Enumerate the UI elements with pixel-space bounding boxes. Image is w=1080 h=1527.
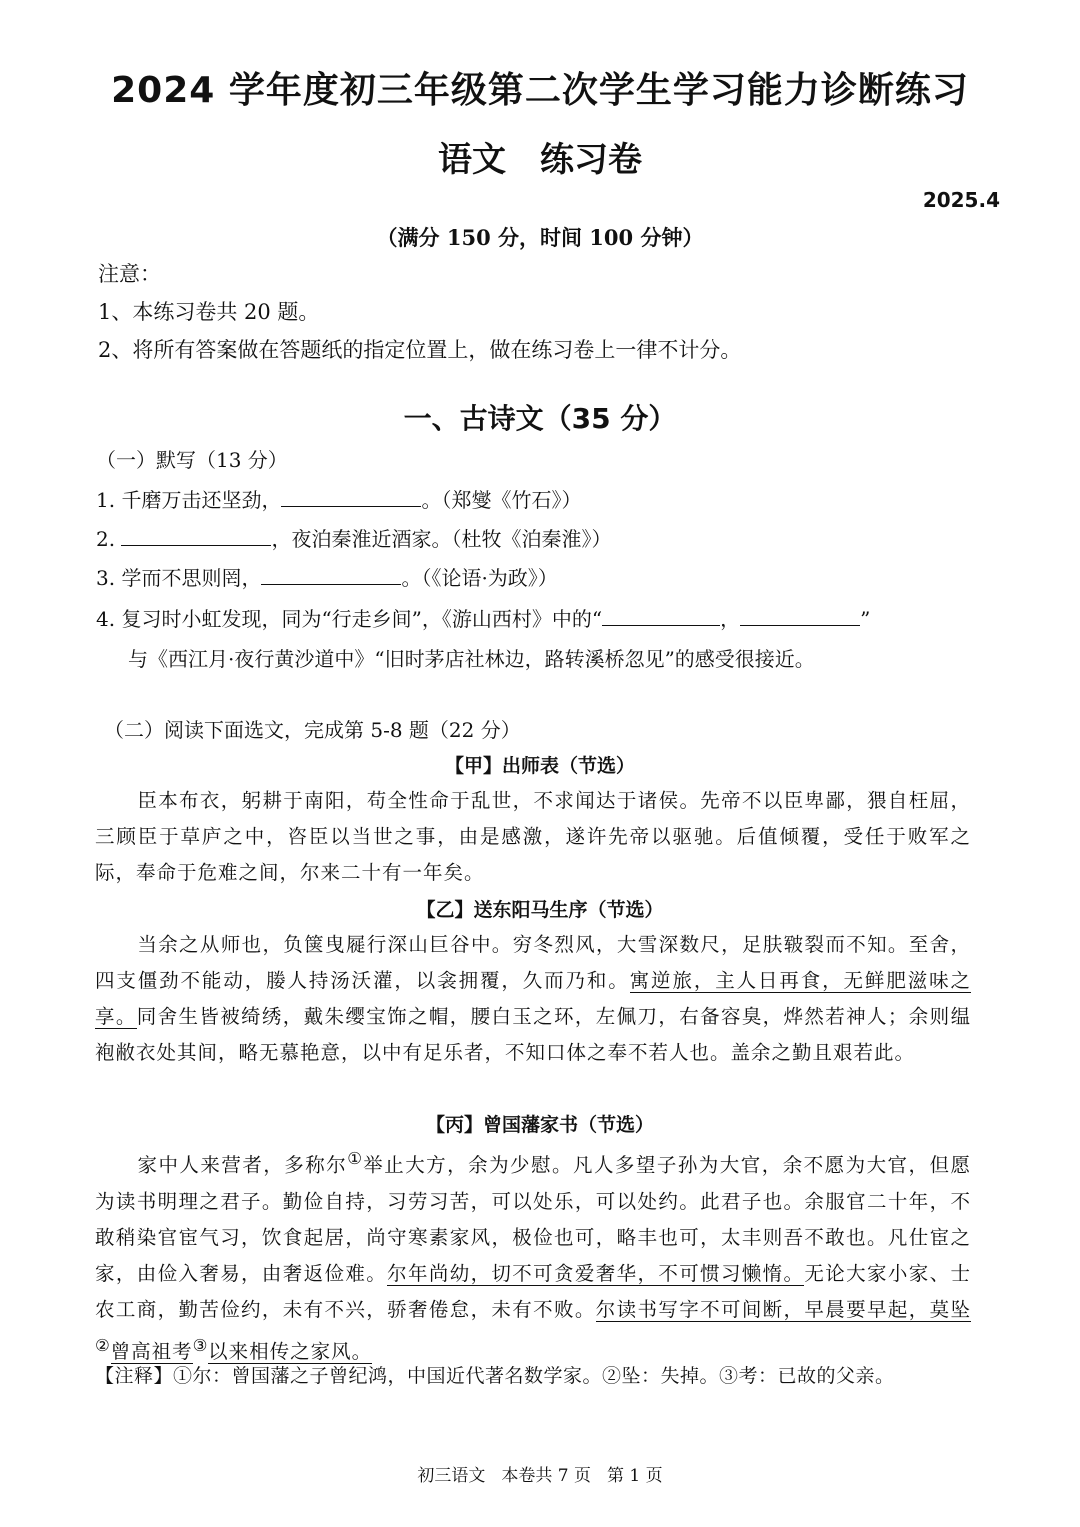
footnote-marker-3: ③ (192, 1335, 209, 1355)
q1-num: 1. (96, 488, 116, 512)
q4-mid: ， (720, 607, 741, 631)
subject-label: 语文 (438, 140, 506, 180)
passage-jia-text: 臣本布衣，躬耕于南阳，苟全性命于乱世，不求闻达于诸侯。先帝不以臣卑鄙，猥自枉屈，三顾臣于草庐之中，咨臣以当世之事，由是感激，遂许先帝以驱驰。后值倾覆，受任于败军之际，奉命于危难之间，尔来二十有一年矣。 (95, 789, 971, 884)
q1-after: 。（郑燮《竹石》） (421, 488, 582, 512)
part1-title: （一）默写（13 分） (96, 448, 288, 472)
passage-bing-underlined-2b: 曾高祖考 (110, 1340, 193, 1363)
question-2 (96, 523, 611, 552)
footnote-marker-2: ② (95, 1335, 111, 1355)
q1-before: 千磨万击还坚劲， (121, 488, 282, 512)
passage-bing-text-2: 无论大家小家、士农工商，勤苦俭约，未有不兴，骄奢倦怠，未有不败。 (95, 1261, 971, 1321)
q3-after: 。（《论语·为政》） (401, 566, 558, 590)
exam-date: 2025.4 (922, 188, 1000, 212)
passage-yi-title: 【乙】送东阳马生序（节选） (416, 899, 664, 921)
passage-jia-title: 【甲】出师表（节选） (444, 755, 635, 777)
q3-blank[interactable] (261, 566, 401, 585)
passage-bing (95, 1141, 971, 1370)
notice-item-2: 2、将所有答案做在答题纸的指定位置上，做在练习卷上一律不计分。 (98, 338, 742, 362)
q2-after: ，夜泊秦淮近酒家。（杜牧《泊秦淮》） (271, 527, 612, 551)
q3-num: 3. (96, 566, 116, 590)
passage-yi-text-1: 当余之从师也，负箧曳屣行深山巨谷中。穷冬烈风，大雪深数尺，足肤皲裂而不知。至舍，四支僵劲不能动，媵人持汤沃灌，以衾拥覆，久而乃和。 (95, 933, 971, 992)
q4-before: 复习时小虹发现，同为“行走乡间”，《游山西村》中的“ (121, 607, 603, 631)
q4-blank-1[interactable] (602, 607, 720, 626)
q1-blank[interactable] (281, 488, 421, 507)
part2-title: （二）阅读下面选文，完成第 5-8 题（22 分） (104, 718, 521, 742)
passage-jia (95, 783, 971, 891)
exam-subtitle (0, 132, 1080, 181)
q4-line2: 与《西江月·夜行黄沙道中》“旧时茅店社林边，路转溪桥忽见”的感受很接近。 (128, 647, 815, 671)
q4-num: 4. (96, 607, 116, 631)
passage-bing-underlined-2c: 以来相传之家风。 (208, 1340, 373, 1363)
q4-blank-2[interactable] (740, 607, 860, 626)
footer-total: 本卷共 7 页 (501, 1466, 591, 1486)
passage-bing-underlined-1: 尔年尚幼，切不可贪爱奢华，不可惯习懒惰。 (387, 1261, 805, 1285)
passage-bing-underlined-2a: 尔读书写字不可间断，早晨要早起，莫坠 (595, 1297, 971, 1321)
notice-item-1: 1、本练习卷共 20 题。 (98, 300, 320, 324)
passage-yi-underlined: 寓逆旅，主人日再食，无鲜肥滋味之享。 (95, 969, 971, 1028)
q2-blank[interactable] (121, 527, 271, 546)
footer-subject: 初三语文 (417, 1466, 486, 1486)
section-title: 一、古诗文（35 分） (403, 402, 677, 435)
footer-page: 第 1 页 (607, 1466, 663, 1486)
q4-end: ” (860, 607, 871, 631)
score-info: （满分 150 分，时间 100 分钟） (376, 225, 704, 250)
question-4 (96, 603, 870, 632)
notice-label: 注意： (98, 262, 161, 286)
q3-before: 学而不思则罔， (121, 566, 262, 590)
question-1 (96, 484, 581, 513)
passage-yi (95, 927, 971, 1071)
page-footer (0, 1461, 1080, 1486)
passage-bing-text-1b: 举止大方，余为少慰。凡人多望子孙为大官，余不愿为大官，但愿为读书明理之君子。勤俭自持，习劳习苦，可以处乐，可以处约。此君子也。余服官二十年，不敢稍染官宦气习，饮食起居，尚守寒素家风，极俭也可，略丰也可，太丰则吾不敢也。凡仕宦之家，由俭入奢易，由奢返俭难。 (95, 1153, 971, 1285)
exam-title: 2024 学年度初三年级第二次学生学习能力诊断练习 (111, 70, 969, 111)
annotation-note: 【注释】①尔：曾国藩之子曾纪鸿，中国近代著名数学家。②坠：失掉。③考：已故的父亲。 (95, 1365, 895, 1387)
question-3 (96, 562, 558, 591)
footnote-marker-1: ① (347, 1149, 364, 1168)
passage-yi-text-2: 同舍生皆被绮绣，戴朱缨宝饰之帽，腰白玉之环，左佩刀，右备容臭，烨然若神人；余则缊袍敝衣处其间，略无慕艳意，以中有足乐者，不知口体之奉不若人也。盖余之勤且艰若此。 (95, 1005, 971, 1064)
paper-type-label: 练习卷 (540, 140, 642, 180)
passage-bing-title: 【丙】曾国藩家书（节选） (425, 1114, 654, 1136)
q2-num: 2. (96, 527, 116, 551)
passage-bing-text-1a: 家中人来营者，多称尔 (137, 1153, 348, 1177)
